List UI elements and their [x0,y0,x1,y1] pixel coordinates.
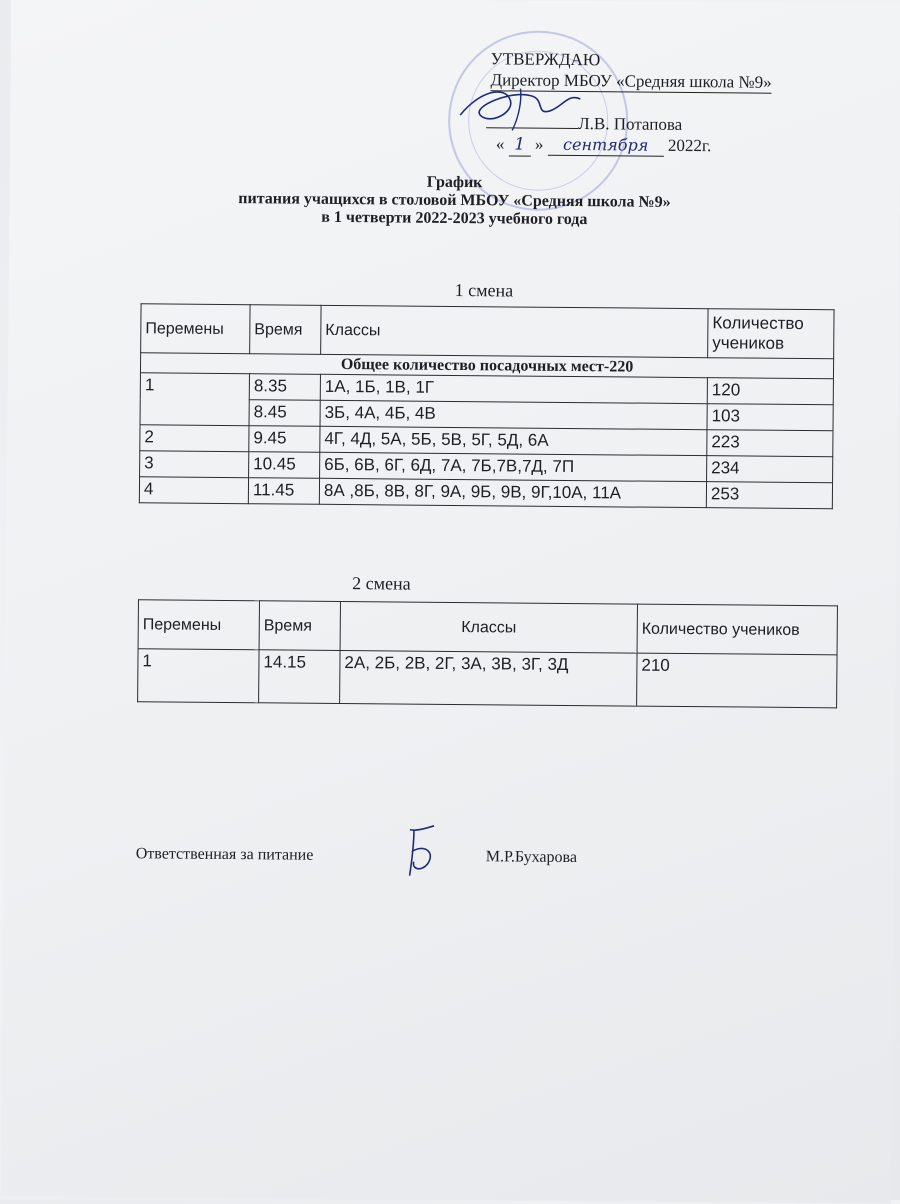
student-count: 103 [707,404,833,431]
break-number: 1 [138,649,259,703]
responsible-signature [396,821,447,881]
student-count: 210 [637,653,837,708]
table-row [139,477,832,509]
break-time: 9.45 [249,426,320,453]
approval-position: Директор МБОУ «Средняя школа №9» [490,70,772,92]
approval-heading: УТВЕРЖДАЮ [490,49,601,70]
break-number: 3 [140,451,249,478]
break-number: 2 [140,425,249,452]
date-close-quote: » [534,134,544,154]
header-count: Количество учеников [708,309,834,359]
break-classes: 2А, 2Б, 2В, 2Г, 3А, 3В, 3Г, 3Д [340,650,637,706]
student-count: 234 [707,456,833,483]
date-open-quote: « [495,134,505,154]
document-subtitle-2: в 1 четверти 2022-2023 учебного года [321,208,588,229]
shift2-table [137,599,838,708]
header-time: Время [259,601,340,651]
break-time: 8.45 [249,400,320,427]
header-count: Количество учеников [637,604,837,655]
break-number: 1 [140,373,249,426]
responsible-name: М.Р.Бухарова [485,848,578,867]
document-page [1,0,900,1204]
break-time: 11.45 [248,478,319,505]
break-time: 10.45 [249,452,320,479]
director-signature [450,70,601,154]
break-classes: 4Г, 4Д, 5А, 5Б, 5В, 5Г, 5Д, 6А [320,426,707,455]
break-time: 14.15 [259,650,340,704]
table-row [138,649,837,708]
student-count: 223 [707,430,833,457]
header-classes: Классы [340,601,637,653]
responsible-label: Ответственная за питание [135,845,314,864]
shift2-header-row [138,600,837,655]
break-number: 4 [139,477,248,504]
break-classes: 1А, 1Б, 1В, 1Г [320,374,707,403]
shift1-header-row [141,304,834,359]
break-classes: 3Б, 4А, 4Б, 4В [320,400,707,429]
date-month: сентября [548,134,664,157]
total-seats: Общее количество посадочных мест-220 [140,353,833,379]
document-title: График [426,173,483,192]
document-subtitle-1: питания учащихся в столовой МБОУ «Средняя школа №9» [238,190,671,211]
header-breaks: Перемены [141,304,250,354]
shift1-table [139,303,835,509]
shift1-label: 1 смена [454,279,514,301]
header-classes: Классы [321,305,708,357]
header-time: Время [250,305,321,355]
break-classes: 8А ,8Б, 8В, 8Г, 9А, 9Б, 9В, 9Г,10А, 11А [319,478,706,507]
shift2-label: 2 смена [352,573,411,594]
date-year: 2022г. [667,135,712,156]
break-classes: 6Б, 6В, 6Г, 6Д, 7А, 7Б,7В,7Д, 7П [320,452,707,481]
date-day: 1 [509,134,531,156]
student-count: 253 [706,482,832,509]
student-count: 120 [707,378,833,405]
director-name: Л.В. Потапова [578,114,683,134]
header-breaks: Перемены [138,600,259,650]
break-time: 8.35 [249,374,320,401]
table-row [140,373,833,405]
